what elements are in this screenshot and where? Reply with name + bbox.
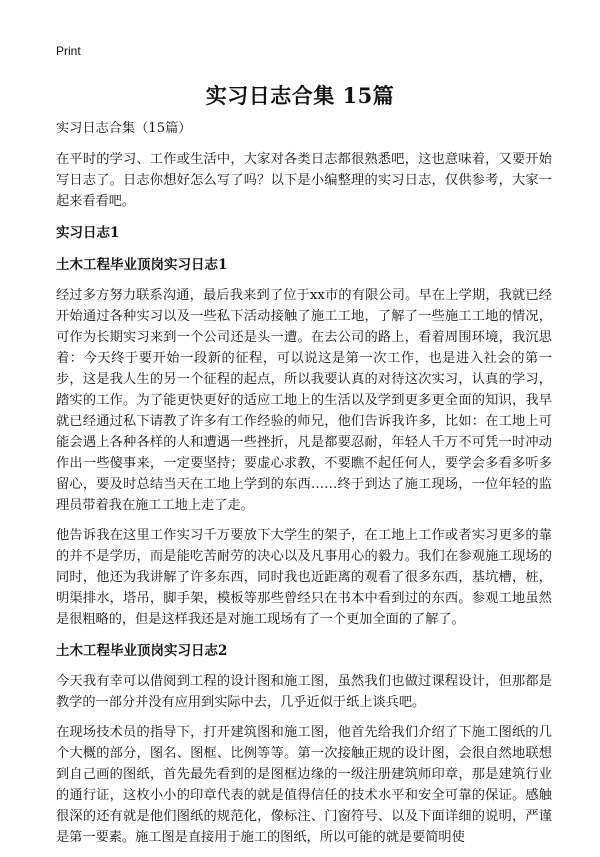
document-title: 实习日志合集 15篇: [205, 83, 395, 108]
entry-paragraph: 在现场技术员的指导下，打开建筑图和施工图，他首先给我们介绍了下施工图纸的几个大概的部分，图名、图框、比例等等。第一次接触正规的设计图，会很自然地联想到自己画的图纸，首先最先看到的是图框边缘的一级注册建筑师印章，那是建筑行业的通行证，这枚小小的印章代表的就是值得信任的技术水平和安全可靠的保证。感触很深的还有就是他们图纸的规范化，像标注、门窗符号、以及下面详细的说明，严谨是第一要素。施工图是直接用于施工的图纸，所以可能的就是要简明使: [56, 725, 552, 845]
document-subtitle: 实习日志合集（15篇）: [56, 121, 192, 136]
print-link[interactable]: Print: [56, 44, 81, 58]
document-body: [56, 118, 552, 857]
entry-heading: 土木工程毕业顶岗实习日志1: [56, 257, 228, 273]
entry-paragraph: 他告诉我在这里工作实习千万要放下大学生的架子，在工地上工作或者实习更多的靠的并不是学历，而是能吃苦耐劳的决心以及凡事用心的毅力。我们在参观施工现场的同时，他还为我讲解了许多东西，同时我也近距离的观看了很多东西，基坑槽，桩，明渠排水，塔吊，脚手架，模板等那些曾经只在书本中看到过的东西。参观工地虽然是很粗略的，但是这样我还是对施工现场有了一个更加全面的了解了。: [56, 528, 552, 627]
entry-heading: 土木工程毕业顶岗实习日志2: [56, 643, 228, 659]
section-heading: 实习日志1: [56, 225, 120, 241]
entry-paragraph: 经过多方努力联系沟通，最后我来到了位于xx市的有限公司。早在上学期，我就已经开始通过各种实习以及一些私下活动接触了施工工地，了解了一些施工工地的情况，可作为长期实习来到一个公司还是头一遭。在去公司的路上，看着周围环境，我沉思着：今天终于要开始一段新的征程，可以说这是第一次工作，也是进入社会的第一步，这是我人生的另一个征程的起点，所以我要认真的对待这次实习，认真的学习，踏实的工作。为了能更快更好的适应工地上的生活以及学到更多更全面的知识，我早就已经通过私下请教了许多有工作经验的师兄，他们告诉我许多，比如：在工地上可能会遇上各种各样的人和遭遇一些挫折，凡是都要忍耐，年轻人千万不可凭一时冲动作出一些傻事来，一定要坚持；要虚心求教，不要瞧不起任何人，要学会多看多听多留心，要及时总结当天在工地上学到的东西……终于到达了施工现场，一位年轻的监理员带着我在施工工地上走了走。: [56, 288, 552, 513]
intro-paragraph: 在平时的学习、工作或生活中，大家对各类日志都很熟悉吧，这也意味着，又要开始写日志了。日志你想好怎么写了吗？以下是小编整理的实习日志，仅供参考，大家一起来看看吧。: [56, 152, 552, 209]
entry-paragraph: 今天我有幸可以借阅到工程的设计图和施工图，虽然我们也做过课程设计，但那都是教学的一部分并没有应用到实际中去，几乎近似于纸上谈兵吧。: [56, 674, 552, 710]
